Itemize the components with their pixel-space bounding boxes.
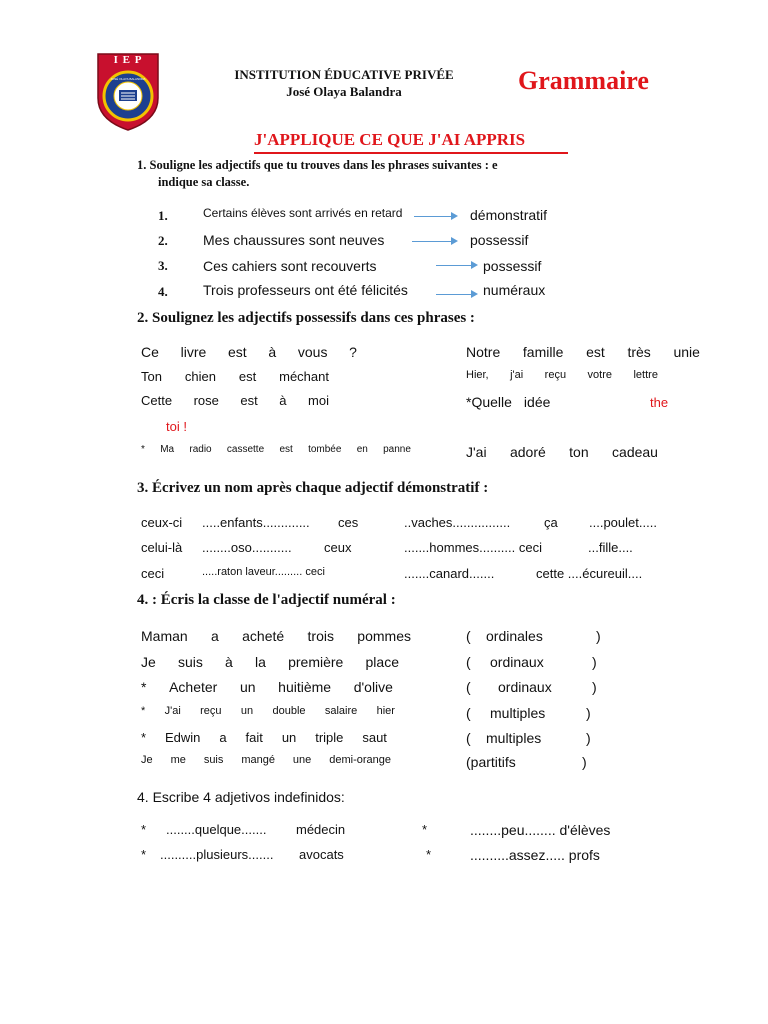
ex4-title: 4. : Écris la classe de l'adjectif numéral : [137, 592, 396, 608]
word: ? [349, 344, 357, 360]
word: *Quelle [466, 394, 512, 410]
ex2-sentence [466, 444, 658, 460]
ex3-cell: ceux-ci [141, 515, 183, 530]
ex1-answer: possessif [483, 258, 542, 274]
word: est [279, 444, 293, 455]
ex5-cell: médecin [296, 822, 346, 837]
ex5-star: * [426, 847, 432, 862]
ex1-num: 4. [158, 284, 168, 299]
word: a [219, 730, 227, 745]
word: demi-orange [329, 754, 391, 766]
word: tombée [308, 444, 342, 455]
ex1-num: 2. [158, 233, 168, 248]
close-paren: ) [592, 679, 597, 695]
ex1-sentence: Trois professeurs ont été félicités [203, 282, 408, 298]
ex3-cell: ceux [324, 540, 352, 555]
ex1-num: 1. [158, 208, 168, 223]
answer-text: ordinaux [490, 654, 544, 670]
close-paren: ) [592, 654, 597, 670]
word: saut [362, 730, 387, 745]
ex3-cell: ...fille.... [588, 540, 633, 555]
logo-ring-text: JOSÉ OLAYA BALANDRA [110, 77, 146, 81]
word: me [170, 754, 186, 766]
word: un [281, 730, 297, 745]
ex3-cell: .......hommes.......... ceci [404, 540, 542, 555]
ex5-cell: ........peu........ d'élèves [470, 822, 611, 838]
word: acheté [242, 628, 285, 644]
word: radio [189, 444, 212, 455]
ex2-sentence [141, 393, 329, 408]
open-paren: ( [466, 654, 471, 670]
word: suis [203, 754, 224, 766]
open-paren: ( [466, 628, 471, 644]
word: * [141, 705, 146, 717]
word: méchant [279, 369, 329, 384]
ex3-cell: celui-là [141, 540, 183, 555]
ex1-answer: numéraux [483, 282, 546, 298]
word: lettre [633, 369, 658, 381]
word: Edwin [165, 730, 201, 745]
word: huitième [278, 679, 332, 695]
word: à [225, 654, 233, 670]
school-logo [92, 50, 164, 132]
word: place [365, 654, 399, 670]
ex2-sentence [141, 369, 329, 384]
ex2-sentence [466, 394, 550, 410]
close-paren: ) [582, 754, 587, 770]
word: première [288, 654, 344, 670]
ex3-cell: ça [544, 515, 558, 530]
ex1-sentence: Certains élèves sont arrivés en retard [203, 206, 403, 220]
answer-text: multiples [490, 705, 546, 721]
ex1-instruction-line2: indique sa classe. [158, 175, 250, 189]
ex3-cell: .....raton laveur......... ceci [202, 566, 325, 578]
logo-letters: I E P [113, 54, 143, 66]
word: Ton [141, 369, 162, 384]
ex2-title: 2. Soulignez les adjectifs possessifs dans ces phrases : [137, 310, 475, 326]
school-name: José Olaya Balandra [286, 84, 402, 99]
answer-text: ordinaux [498, 679, 552, 695]
open-paren: ( [466, 705, 471, 721]
word: est [238, 369, 257, 384]
word: reçu [544, 369, 567, 381]
arrow-icon [436, 294, 472, 295]
word: salaire [324, 705, 358, 717]
ex3-cell: .....enfants............. [202, 515, 310, 530]
word: Notre [466, 344, 501, 360]
answer-text: multiples [486, 730, 542, 746]
word: chien [184, 369, 216, 384]
arrow-icon [412, 241, 452, 242]
ex3-cell: .......canard....... [404, 566, 495, 581]
ex3-cell: ces [338, 515, 359, 530]
ex2-sentence [141, 344, 357, 360]
word: pommes [357, 628, 411, 644]
subject-title: Grammaire [518, 66, 649, 95]
ex3-cell: ....poulet..... [589, 515, 657, 530]
word: suis [177, 654, 203, 670]
word: * [141, 679, 147, 695]
institution-name: INSTITUTION ÉDUCATIVE PRIVÉE [234, 67, 454, 82]
word: Cette [141, 393, 173, 408]
word: Maman [141, 628, 188, 644]
word: double [272, 705, 306, 717]
ex3-cell: ceci [141, 566, 165, 581]
ex4-sentence [141, 628, 411, 644]
word: Ma [160, 444, 175, 455]
word: rose [193, 393, 219, 408]
answer-text: (partitifs [466, 754, 516, 770]
ex3-cell: ........oso........... [202, 540, 292, 555]
ex1-answer: démonstratif [470, 207, 548, 223]
word: à [279, 393, 287, 408]
ex4-sentence [141, 705, 395, 717]
word: * [141, 444, 145, 455]
ex1-sentence: Mes chaussures sont neuves [203, 232, 385, 248]
ex5-star: * [141, 847, 147, 862]
arrow-icon [414, 216, 452, 217]
close-paren: ) [586, 730, 591, 746]
close-paren: ) [596, 628, 601, 644]
word: trois [307, 628, 334, 644]
ex5-star: * [422, 822, 428, 837]
word: une [292, 754, 312, 766]
word: un [239, 679, 256, 695]
word: est [227, 344, 247, 360]
word: Je [141, 654, 156, 670]
open-paren: ( [466, 730, 471, 746]
ex1-answer: possessif [470, 232, 529, 248]
word: à [268, 344, 277, 360]
ex4-sentence [141, 754, 391, 766]
ex5-cell: avocats [299, 847, 344, 862]
ex3-cell: cette ....écureuil.... [536, 566, 643, 581]
ex5-cell: ..........assez..... profs [470, 847, 600, 863]
ex5-star: * [141, 822, 147, 837]
word: Hier, [466, 369, 489, 381]
ex2-sentence [466, 344, 700, 360]
word: idée [523, 394, 551, 410]
ex4-sentence [141, 654, 399, 670]
word: * [141, 730, 147, 745]
word: Je [141, 754, 153, 766]
ex2-sentence [141, 444, 411, 455]
word: est [240, 393, 258, 408]
arrow-icon [436, 265, 472, 266]
word: cadeau [612, 444, 658, 460]
word: Acheter [169, 679, 218, 695]
ex5-cell: ........quelque....... [166, 822, 267, 837]
word: ton [569, 444, 589, 460]
word: un [240, 705, 254, 717]
ex1-num: 3. [158, 258, 168, 273]
ex3-title: 3. Écrivez un nom après chaque adjectif démonstratif : [137, 480, 489, 496]
word: panne [383, 444, 411, 455]
word: mangé [241, 754, 275, 766]
word: fait [245, 730, 263, 745]
title-underline [254, 152, 568, 154]
word: cassette [226, 444, 265, 455]
word: reçu [200, 705, 222, 717]
ex1-instruction-line1: 1. Souligne les adjectifs que tu trouves dans les phrases suivantes : e [137, 158, 498, 172]
ex4-sentence [141, 679, 393, 695]
word: hier [376, 705, 395, 717]
word: votre [587, 369, 613, 381]
word: moi [308, 393, 329, 408]
word: j'ai [510, 369, 524, 381]
word: vous [297, 344, 328, 360]
word: J'ai [466, 444, 487, 460]
word: très [627, 344, 651, 360]
ex5-title: 4. Escribe 4 adjetivos indefinidos: [137, 789, 345, 805]
answer-text: ordinales [486, 628, 543, 644]
word: livre [180, 344, 207, 360]
ex4-sentence [141, 730, 387, 745]
ex2-red-text: the [650, 395, 669, 410]
word: Ce [141, 344, 159, 360]
word: J'ai [164, 705, 181, 717]
ex1-sentence: Ces cahiers sont recouverts [203, 258, 377, 274]
open-paren: ( [466, 679, 471, 695]
ex3-cell: ..vaches................ [404, 515, 511, 530]
page-title: J'APPLIQUE CE QUE J'AI APPRIS [254, 130, 526, 149]
word: la [255, 654, 266, 670]
word: en [356, 444, 368, 455]
close-paren: ) [586, 705, 591, 721]
word: adoré [509, 444, 546, 460]
word: d'olive [353, 679, 393, 695]
ex5-cell: ..........plusieurs....... [160, 847, 274, 862]
word: famille [522, 344, 564, 360]
word: triple [315, 730, 344, 745]
ex2-red-text: toi ! [166, 419, 187, 434]
word: est [586, 344, 605, 360]
ex2-sentence [466, 369, 658, 381]
word: unie [673, 344, 700, 360]
word: a [211, 628, 219, 644]
